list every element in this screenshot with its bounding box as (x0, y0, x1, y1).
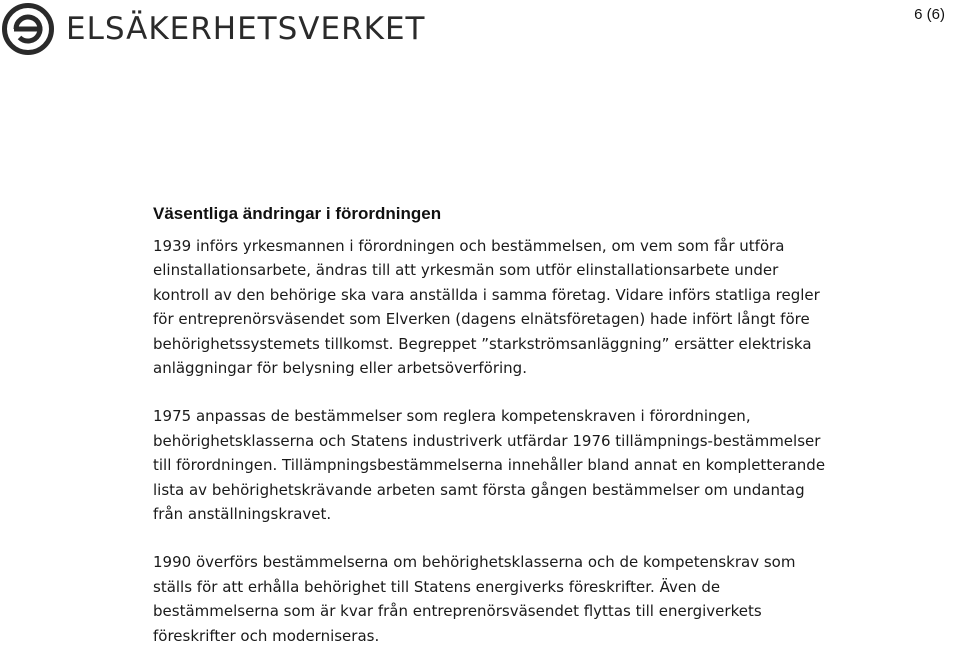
paragraph-1990: 1990 överförs bestämmelserna om behörighetsklasserna och de kompetenskrav som ställs för att erhålla behörighet till Statens energiverks föreskrifter. Även de bestämmelserna som är kvar från entreprenörsväsendet flyttas till energiverkets föreskrifter och moderniseras. (153, 553, 796, 645)
elsakerhetsverket-e-logo-icon (2, 3, 54, 55)
page-number: 6 (6) (914, 6, 945, 23)
document-body (153, 204, 833, 648)
paragraph-1939: 1939 införs yrkesmannen i förordningen och bestämmelsen, om vem som får utföra elinstallationsarbete, ändras till att yrkesmän som utför elinstallationsarbete under kontroll av den behörige ska vara anställda i samma företag. Vidare införs statliga regler för entreprenörsväsendet som Elverken (dagens elnätsföretagen) hade infört långt före behörighetssystemets tillkomst. Begreppet ”starkströmsanläggning” ersätter elektriska anläggningar för belysning eller arbetsöverföring. (153, 237, 820, 378)
page-header (0, 0, 959, 60)
paragraph-1975: 1975 anpassas de bestämmelser som reglera kompetenskraven i förordningen, behörighetsklasserna och Statens industriverk utfärdar 1976 tillämpnings-bestämmelser till förordningen. Tillämpningsbestämmelserna innehåller bland annat en kompletterande lista av behörighetskrävande arbeten samt första gången bestämmelser om undantag från anställningskravet. (153, 407, 826, 524)
logo-wordmark: ELSÄKERHETSVERKET (66, 10, 426, 47)
logo (2, 3, 425, 55)
section-heading: Väsentliga ändringar i förordningen (153, 204, 442, 223)
